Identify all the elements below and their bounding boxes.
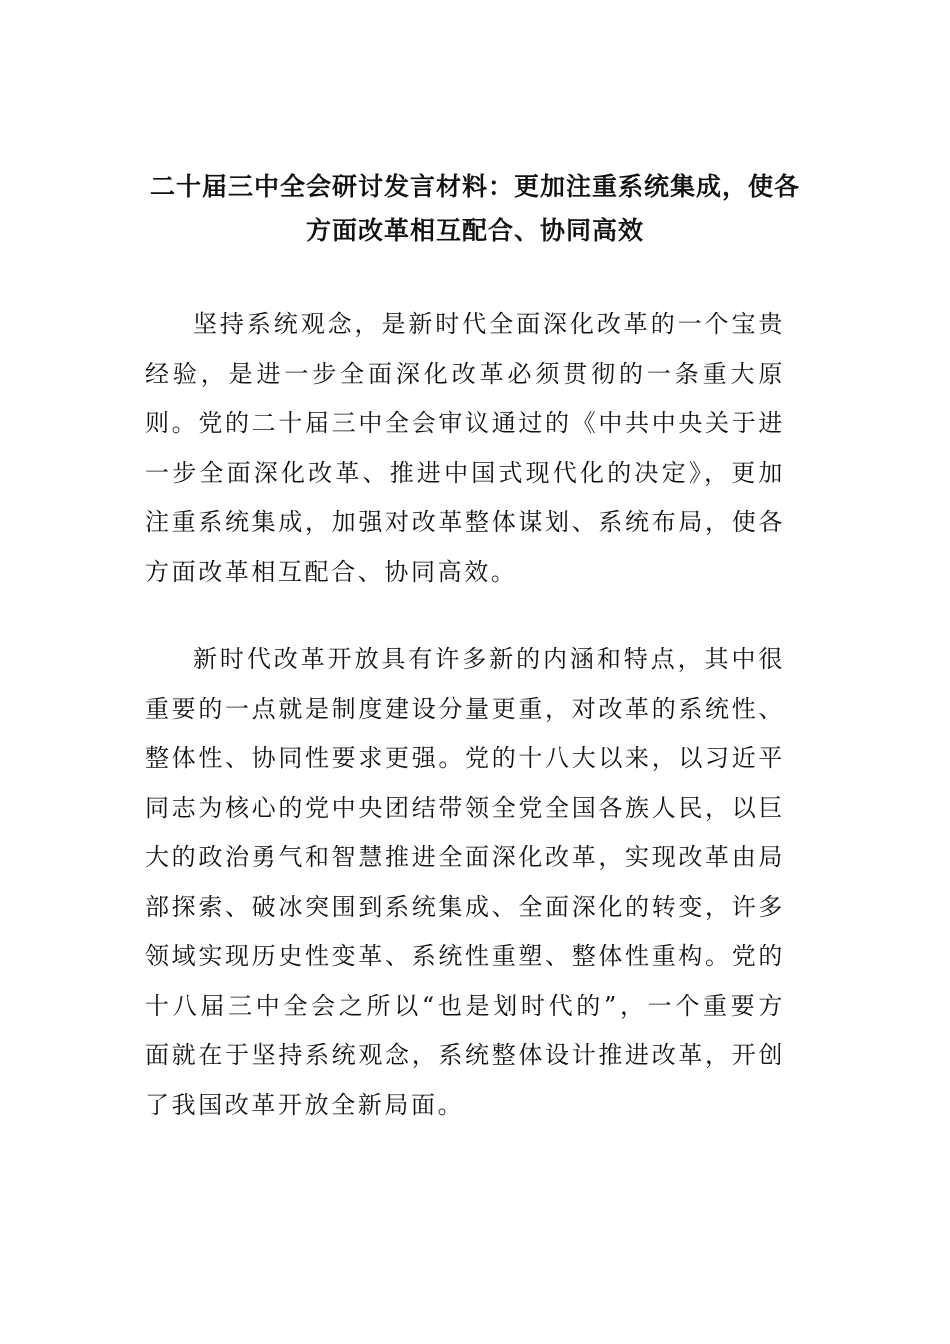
paragraph-1: 坚持系统观念，是新时代全面深化改革的一个宝贵经验，是进一步全面深化改革必须贯彻的一条重大原则。党的二十届三中全会审议通过的《中共中央关于进一步全面深化改革、推进中国式现代化的决定》，更加注重系统集成，加强对改革整体谋划、系统布局，使各方面改革相互配合、协同高效。: [145, 310, 785, 586]
paragraph-2: 新时代改革开放具有许多新的内涵和特点，其中很重要的一点就是制度建设分量更重，对改革的系统性、整体性、协同性要求更强。党的十八大以来，以习近平同志为核心的党中央团结带领全党全国各族人民，以巨大的政治勇气和智慧推进全面深化改革，实现改革由局部探索、破冰突围到系统集成、全面深化的转变，许多领域实现历史性变革、系统性重塑、整体性重构。党的十八届三中全会之所以“也是划时代的”，一个重要方面就在于坚持系统观念，系统整体设计推进改革，开创了我国改革开放全新局面。: [145, 645, 785, 1119]
document-title: 二十届三中全会研讨发言材料：更加注重系统集成，使各方面改革相互配合、协同高效: [150, 172, 801, 245]
